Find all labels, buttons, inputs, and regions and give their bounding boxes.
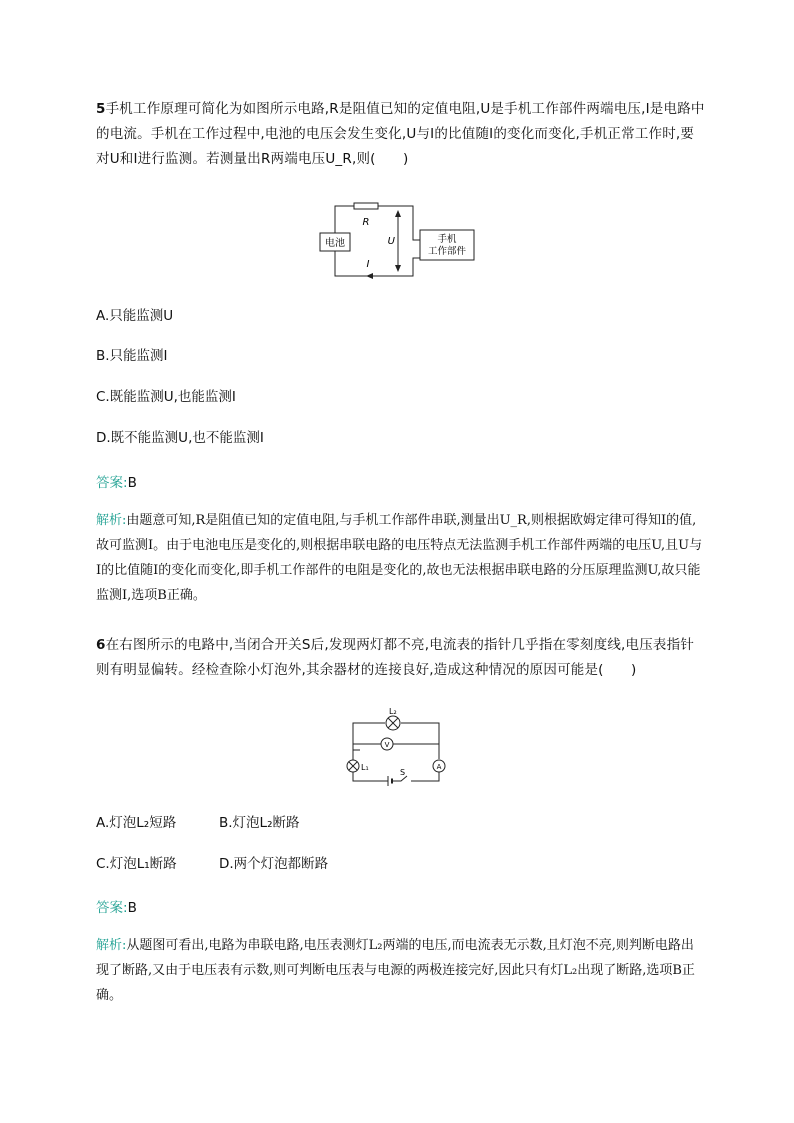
- q5-battery-label: 电池: [325, 238, 345, 249]
- q6-option-d: D.两个灯泡都断路: [219, 856, 329, 872]
- q6-answer-value: B: [127, 900, 137, 916]
- q5-explanation: [96, 508, 706, 608]
- q5-r-label: R: [362, 217, 370, 228]
- q5-stem: [96, 97, 706, 172]
- q5-stem-text: 手机工作原理可简化为如图所示电路,R是阻值已知的定值电阻,U是手机工作部件两端电压,I是电路中的电流。手机在工作过程中,电池的电压会发生变化,U与I的比值随I的变化而变化,手机正常工作时,要对U和I进行监测。若测量出R两端电压U_R,则( ): [96, 101, 705, 167]
- q6-answer-label: 答案:: [96, 900, 128, 916]
- q6-options-row2: [96, 854, 329, 874]
- q6-circuit-diagram: [340, 704, 452, 786]
- q5-resistor: [354, 203, 378, 209]
- q6-option-a: A.灯泡L₂短路: [96, 815, 177, 831]
- q5-answer-label: 答案:: [96, 475, 128, 491]
- q6-option-c: C.灯泡L₁断路: [96, 856, 177, 872]
- q5-option-c: C.既能监测U,也能监测I: [96, 389, 236, 405]
- q5-device-line1: 手机: [437, 234, 457, 245]
- q5-explain-label: 解析:: [96, 513, 127, 528]
- q5-option-d: D.既不能监测U,也不能监测I: [96, 430, 264, 446]
- q6-l2-label: L₂: [389, 707, 397, 716]
- q5-answer: [96, 471, 137, 491]
- q6-s-label: S: [400, 768, 406, 777]
- q6-options-row1: [96, 813, 300, 833]
- q5-i-label: I: [366, 259, 370, 270]
- q5-option-a: A.只能监测U: [96, 308, 174, 324]
- q5-circuit-diagram: [318, 200, 478, 282]
- q5-option-b: B.只能监测I: [96, 348, 168, 364]
- q6-explain-label: 解析:: [96, 938, 127, 953]
- q6-explanation: [96, 933, 706, 1008]
- q6-a-label: A: [436, 763, 442, 771]
- q6-l1-label: L₁: [361, 763, 369, 772]
- q5-u-label: U: [387, 236, 395, 247]
- q5-explain-text: 由题意可知,R是阻值已知的定值电阻,与手机工作部件串联,测量出U_R,则根据欧姆定律可得知I的值,故可监测I。由于电池电压是变化的,则根据串联电路的电压特点无法监测手机工作部件两端的电压U,且U与I的比值随I的变化而变化,即手机工作部件的电阻是变化的,故也无法根据串联电路的分压原理监测U,故只能监测I,选项B正确。: [96, 513, 703, 603]
- q6-v-label: V: [384, 741, 390, 749]
- q6-number: 6: [96, 637, 106, 653]
- q5-number: 5: [96, 101, 106, 117]
- q6-stem: [96, 633, 706, 683]
- q6-option-b: B.灯泡L₂断路: [219, 815, 300, 831]
- q6-stem-text: 在右图所示的电路中,当闭合开关S后,发现两灯都不亮,电流表的指针几乎指在零刻度线,电压表指针则有明显偏转。经检查除小灯泡外,其余器材的连接良好,造成这种情况的原因可能是( ): [96, 637, 695, 678]
- q5-answer-value: B: [127, 475, 137, 491]
- q5-device-line2: 工作部件: [427, 246, 467, 257]
- q6-answer: [96, 896, 137, 916]
- q6-explain-text: 从题图可看出,电路为串联电路,电压表测灯L₂两端的电压,而电流表无示数,且灯泡不亮,则判断电路出现了断路,又由于电压表有示数,则可判断电压表与电源的两极连接完好,因此只有灯L₂出现了断路,选项B正确。: [96, 938, 695, 1003]
